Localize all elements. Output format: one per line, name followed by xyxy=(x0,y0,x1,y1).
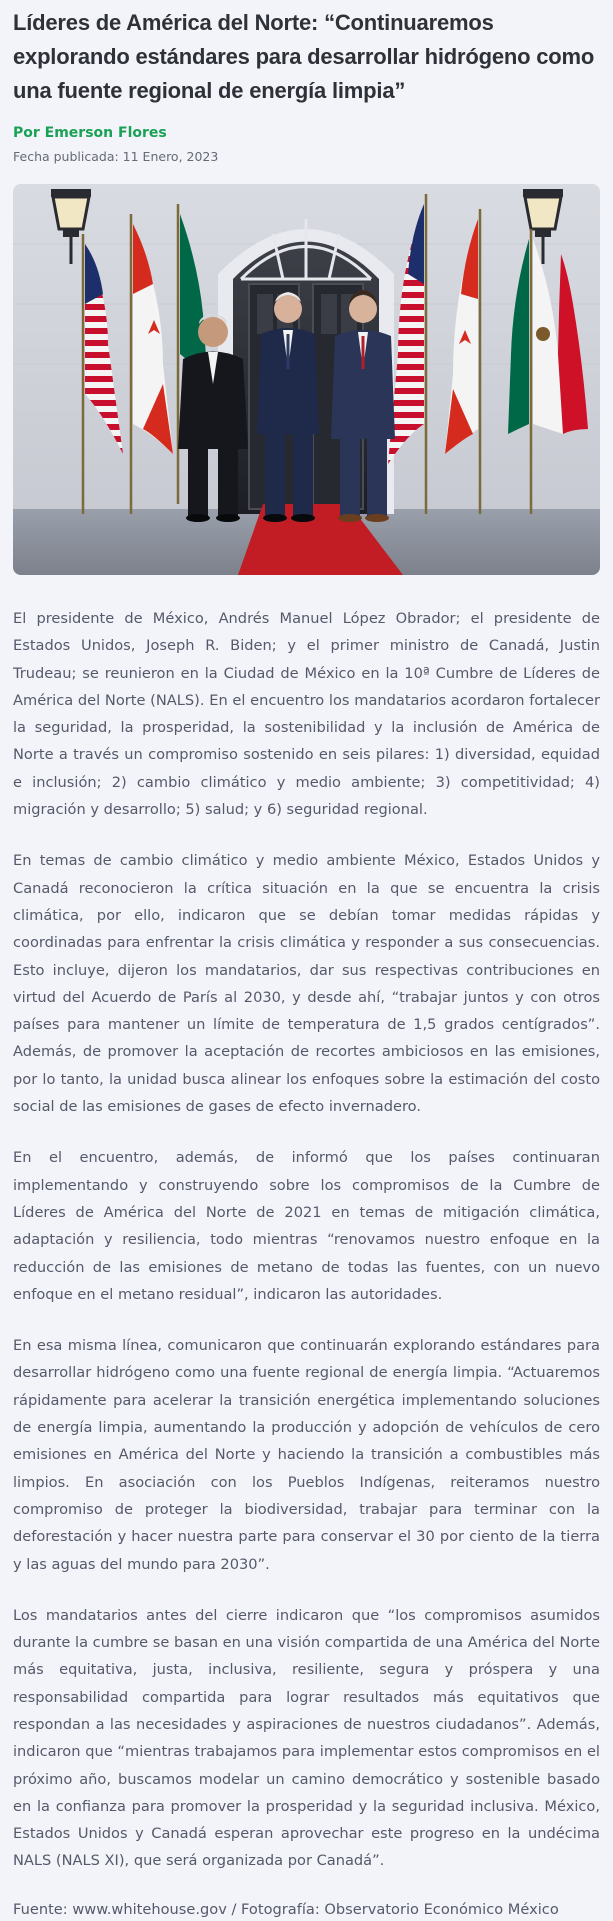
paragraph: En temas de cambio climático y medio ambiente México, Estados Unidos y Canadá reconocieron la crítica situación en la que se encuentra la crisis climática, por ello, indicaron que se debían tomar medidas rápidas y coordinadas para enfrentar la crisis climática y responder a sus consecuencias. Esto incluye, dijeron los mandatarios, dar sus respectivas contribuciones en virtud del Acuerdo de París al 2030, y desde ahí, “trabajar juntos y con otros países para mantener un límite de temperatura de 1,5 grados centígrados”. Además, de promover la aceptación de recortes ambiciosos en las emisiones, por lo tanto, la unidad busca alinear los enfoques sobre la estimación del costo social de las emisiones de gases de efecto invernadero. xyxy=(13,852,600,1116)
publish-date: Fecha publicada: 11 Enero, 2023 xyxy=(13,149,219,164)
paragraph: Los mandatarios antes del cierre indicaron que “los compromisos asumidos durante la cumbre se basan en una visión compartida de una América del Norte más equitativa, justa, inclusiva, resiliente, segura y próspera y una responsabilidad compartida para lograr resultados más equitativos que respondan a las necesidades y aspiraciones de nuestros ciudadanos”. Además, indicaron que “mientras trabajamos para implementar estos compromisos en el próximo año, buscamos modelar un camino democrático y sostenible basado en la confianza para promover la prosperidad y la seguridad inclusiva. México, Estados Unidos y Canadá esperan aprovechar este progreso en la undécima NALS (NALS XI), que será organizada por Canadá”. xyxy=(13,1606,600,1870)
paragraph: El presidente de México, Andrés Manuel López Obrador; el presidente de Estados Unidos, Joseph R. Biden; y el primer ministro de Canadá, Justin Trudeau; se reunieron en la Ciudad de México en la 10ª Cumbre de Líderes de América del Norte (NALS). En el encuentro los mandatarios acordaron fortalecer la seguridad, la prosperidad, la sostenibilidad y la inclusión de América de Norte a través un compromiso sostenido en seis pilares: 1) diversidad, equidad e inclusión; 2) cambio climático y medio ambiente; 3) competitividad; 4) migración y desarrollo; 5) salud; y 6) seguridad regional. xyxy=(13,610,600,819)
article-photo xyxy=(13,184,600,575)
article xyxy=(13,0,600,1921)
article-author[interactable]: Por Emerson Flores xyxy=(13,125,167,141)
paragraph: En esa misma línea, comunicaron que continuarán explorando estándares para desarrollar hidrógeno como una fuente regional de energía limpia. “Actuaremos rápidamente para acelerar la transición energética implementando soluciones de energía limpia, aumentando la producción y adopción de vehículos de cero emisiones en América del Norte y haciendo la transición a combustibles más limpios. En asociación con los Pueblos Indígenas, reiteramos nuestro compromiso de proteger la biodiversidad, trabajar para terminar con la deforestación y hacer nuestra parte para conservar el 30 por ciento de la tierra y las aguas del mundo para 2030”. xyxy=(13,1337,600,1573)
source-credit: Fuente: www.whitehouse.gov / Fotografía: Observatorio Económico México xyxy=(13,1900,559,1918)
paragraph: En el encuentro, además, de informó que los países continuaran implementando y construyendo sobre los compromisos de la Cumbre de Líderes de América del Norte de 2021 en temas de mitigación climática, adaptación y resiliencia, todo mientras “renovamos nuestro enfoque en la reducción de las emisiones de metano de todas las fuentes, con un nuevo enfoque en el metano residual”, indicaron las autoridades. xyxy=(13,1149,600,1303)
article-title: Líderes de América del Norte: “Continuaremos explorando estándares para desarrollar hidrógeno como una fuente regional de energía limpia” xyxy=(13,10,595,103)
article-body xyxy=(13,605,600,1875)
